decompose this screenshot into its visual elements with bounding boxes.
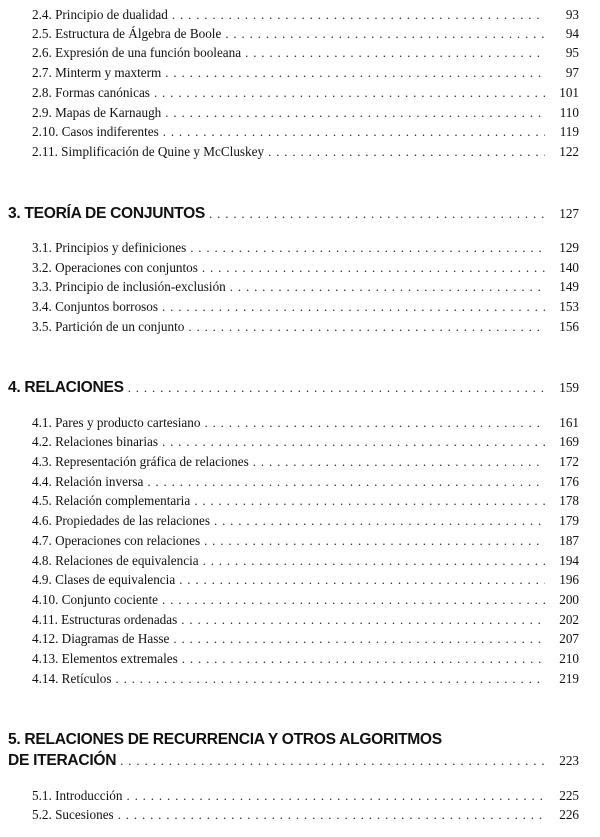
leader-dots [154, 84, 545, 102]
leader-dots [182, 650, 545, 668]
leader-dots [181, 611, 545, 629]
entry-label: 5.2. Sucesiones [32, 807, 114, 822]
entry-label: 2.10. Casos indiferentes [32, 124, 159, 139]
chapter-page: 127 [559, 206, 579, 221]
leader-dots [214, 512, 545, 530]
entry-label: 4.5. Relación complementaria [32, 493, 191, 508]
toc-entry [32, 512, 579, 530]
entry-page: 210 [559, 651, 579, 666]
entry-page: 156 [559, 319, 579, 334]
leader-dots [128, 378, 545, 398]
toc-entry [32, 591, 579, 609]
leader-dots [179, 571, 545, 589]
entry-label: 4.10. Conjunto cociente [32, 592, 158, 607]
toc-entry [32, 44, 579, 62]
toc-entry [32, 453, 579, 471]
entry-label: 4.6. Propiedades de las relaciones [32, 513, 210, 528]
entry-label: 4.3. Representación gráfica de relaciones [32, 454, 249, 469]
entry-label: 4.12. Diagramas de Hasse [32, 631, 170, 646]
toc-entry [32, 64, 579, 82]
entry-page: 207 [559, 631, 579, 646]
leader-dots [225, 25, 545, 43]
toc-entry [32, 650, 579, 668]
leader-dots [245, 44, 545, 62]
entry-page: 226 [559, 807, 579, 822]
entry-label: 5.1. Introducción [32, 788, 123, 803]
entry-label: 3.5. Partición de un conjunto [32, 319, 185, 334]
leader-dots [204, 414, 545, 432]
toc-entry [32, 787, 579, 805]
toc-entry [32, 532, 579, 550]
entry-label: 3.2. Operaciones con conjuntos [32, 260, 198, 275]
entry-page: 172 [559, 454, 579, 469]
toc-entry [32, 552, 579, 570]
entry-page: 101 [559, 85, 579, 100]
entry-page: 119 [559, 124, 579, 139]
leader-dots [190, 239, 545, 257]
leader-dots [162, 433, 545, 451]
entry-label: 4.9. Clases de equivalencia [32, 572, 176, 587]
entry-page: 194 [559, 553, 579, 568]
leader-dots [173, 630, 545, 648]
toc-entry [32, 318, 579, 336]
entry-page: 161 [559, 415, 579, 430]
leader-dots [120, 751, 545, 771]
entry-page: 225 [559, 788, 579, 803]
leader-dots [202, 259, 545, 277]
leader-dots [172, 6, 545, 24]
leader-dots [230, 278, 545, 296]
entry-label: 2.9. Mapas de Karnaugh [32, 105, 162, 120]
chapter-title-line2: DE ITERACIÓN [8, 752, 117, 769]
entry-label: 3.4. Conjuntos borrosos [32, 299, 159, 314]
entry-page: 95 [565, 45, 579, 60]
entry-label: 2.11. Simplificación de Quine y McCluskey [32, 144, 265, 159]
toc-entry [32, 104, 579, 122]
leader-dots [209, 204, 545, 224]
toc-entry [32, 611, 579, 629]
leader-dots [126, 787, 545, 805]
entry-label: 2.6. Expresión de una función booleana [32, 45, 242, 60]
entry-label: 4.13. Elementos extremales [32, 651, 178, 666]
toc-entry [32, 806, 579, 824]
leader-dots [163, 123, 545, 141]
entry-page: 187 [559, 533, 579, 548]
entry-page: 122 [559, 144, 579, 159]
entry-page: 97 [565, 65, 579, 80]
entry-label: 4.14. Retículos [32, 671, 112, 686]
leader-dots [194, 492, 545, 510]
entry-page: 140 [559, 260, 579, 275]
entry-label: 4.7. Operaciones con relaciones [32, 533, 201, 548]
entry-page: 110 [559, 105, 579, 120]
toc-entry [32, 84, 579, 102]
entry-page: 169 [559, 434, 579, 449]
entry-label: 2.8. Formas canónicas [32, 85, 150, 100]
entry-page: 129 [559, 240, 579, 255]
entry-label: 4.8. Relaciones de equivalencia [32, 553, 199, 568]
entry-label: 4.2. Relaciones binarias [32, 434, 158, 449]
entry-label: 2.4. Principio de dualidad [32, 7, 168, 22]
chapter-heading [8, 751, 579, 771]
entry-page: 202 [559, 612, 579, 627]
chapter-page: 223 [559, 753, 579, 768]
leader-dots [204, 532, 545, 550]
entry-page: 219 [559, 671, 579, 686]
entry-label: 4.1. Pares y producto cartesiano [32, 415, 201, 430]
leader-dots [116, 670, 546, 688]
leader-dots [203, 552, 545, 570]
toc-entry [32, 414, 579, 432]
toc-entry [32, 259, 579, 277]
toc-entry [32, 25, 579, 43]
chapter-title-line1: 5. RELACIONES DE RECURRENCIA Y OTROS ALGORITMOS [8, 731, 442, 748]
entry-page: 200 [559, 592, 579, 607]
entry-page: 93 [565, 7, 579, 22]
entry-label: 2.5. Estructura de Álgebra de Boole [32, 26, 222, 41]
entry-page: 176 [559, 474, 579, 489]
chapter-page: 159 [559, 380, 579, 395]
entry-page: 153 [559, 299, 579, 314]
chapter-title: 3. TEORÍA DE CONJUNTOS [8, 205, 206, 222]
toc-entry [32, 571, 579, 589]
entry-label: 3.1. Principios y definiciones [32, 240, 187, 255]
toc-entry [32, 278, 579, 296]
leader-dots [165, 64, 545, 82]
toc-entry [32, 630, 579, 648]
entry-page: 149 [559, 279, 579, 294]
toc-entry [32, 433, 579, 451]
chapter-heading [8, 204, 579, 224]
entry-page: 179 [559, 513, 579, 528]
chapter-title: 4. RELACIONES [8, 379, 124, 396]
entry-label: 3.3. Principio de inclusión-exclusión [32, 279, 226, 294]
toc-entry [32, 239, 579, 257]
toc-entry [32, 670, 579, 688]
leader-dots [147, 473, 545, 491]
toc-entry [32, 298, 579, 316]
toc-entry [32, 123, 579, 141]
chapter-heading [8, 378, 579, 398]
entry-page: 178 [559, 493, 579, 508]
entry-label: 4.4. Relación inversa [32, 474, 144, 489]
entry-label: 4.11. Estructuras ordenadas [32, 612, 178, 627]
leader-dots [118, 806, 545, 824]
toc-entry [32, 143, 579, 161]
leader-dots [162, 591, 545, 609]
entry-page: 94 [565, 26, 579, 41]
toc-entry [32, 473, 579, 491]
leader-dots [165, 104, 545, 122]
leader-dots [188, 318, 545, 336]
leader-dots [162, 298, 545, 316]
leader-dots [268, 143, 545, 161]
leader-dots [253, 453, 545, 471]
toc-entry [32, 492, 579, 510]
toc-entry [32, 6, 579, 24]
entry-label: 2.7. Minterm y maxterm [32, 65, 162, 80]
entry-page: 196 [559, 572, 579, 587]
